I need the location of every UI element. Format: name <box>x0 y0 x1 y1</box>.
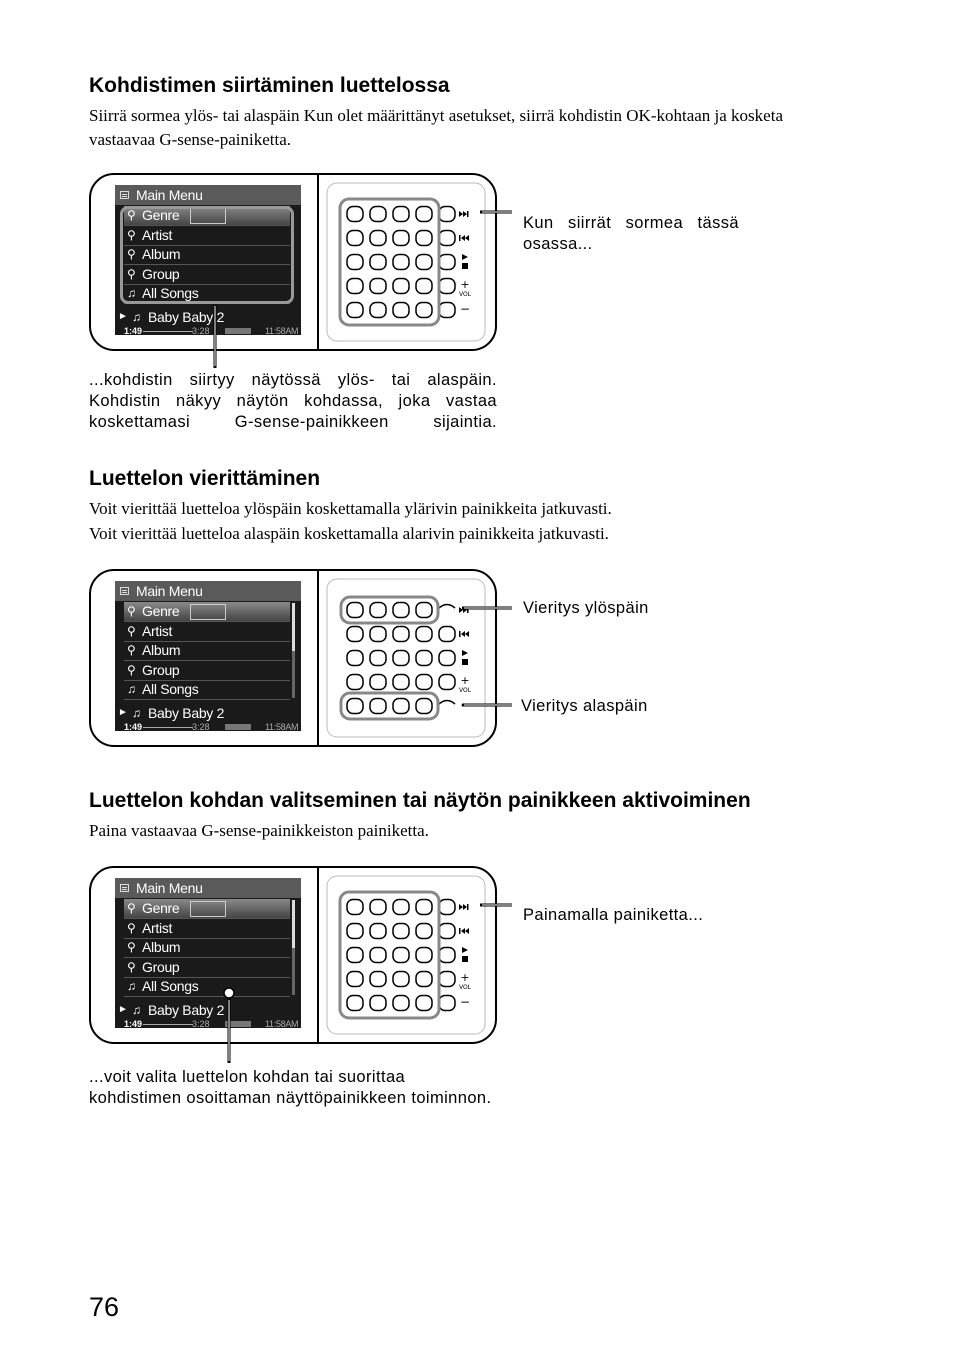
g-sense-button[interactable] <box>393 972 409 987</box>
annotation-line: Kun siirrät sormea tässä <box>523 214 739 232</box>
g-sense-button[interactable] <box>370 972 386 987</box>
annotation-line: Kohdistin näkyy näytön kohdassa, joka vastaa <box>89 392 497 410</box>
device-diagram-1 <box>89 173 497 351</box>
clock: 11:58AM <box>265 722 299 731</box>
g-sense-button[interactable] <box>439 207 455 222</box>
section-3-paragraph: Paina vastaavaa G-sense-painikkeiston painiketta. <box>89 821 429 840</box>
screen-title-bar <box>115 185 301 205</box>
volume-label: VOL <box>458 291 472 298</box>
play-icon: ► <box>118 707 128 718</box>
g-sense-button[interactable] <box>439 627 455 642</box>
g-sense-button[interactable] <box>416 924 432 939</box>
menu-icon <box>120 884 129 892</box>
music-note-icon: ♫ <box>132 310 141 324</box>
search-icon: ⚲ <box>127 604 136 618</box>
g-sense-button[interactable] <box>347 231 363 246</box>
g-sense-button[interactable] <box>370 924 386 939</box>
menu-item-label: All Songs <box>142 285 199 301</box>
device-diagram-3 <box>89 866 497 1044</box>
music-note-icon: ♫ <box>127 682 136 696</box>
scrollbar[interactable] <box>292 900 295 995</box>
player-screen <box>115 185 301 335</box>
g-sense-button[interactable] <box>393 303 409 318</box>
volume-label: VOL <box>458 687 472 694</box>
menu-item-label: Album <box>142 939 181 955</box>
g-sense-button[interactable] <box>393 651 409 666</box>
g-sense-button[interactable] <box>439 231 455 246</box>
menu-item[interactable] <box>124 919 290 939</box>
g-sense-button[interactable] <box>439 675 455 690</box>
screen-title: Main Menu <box>136 583 203 599</box>
now-playing-bar <box>115 1000 301 1020</box>
status-bar <box>115 1020 301 1028</box>
g-sense-button[interactable] <box>393 279 409 294</box>
menu-item-label: Group <box>142 265 180 282</box>
search-icon: ⚲ <box>127 643 136 657</box>
g-sense-button[interactable] <box>370 207 386 222</box>
menu-item[interactable] <box>124 958 290 978</box>
player-screen <box>115 581 301 731</box>
g-sense-button[interactable] <box>439 255 455 270</box>
g-sense-button[interactable] <box>439 996 455 1011</box>
g-sense-button[interactable] <box>393 948 409 963</box>
scrollbar-thumb[interactable] <box>292 603 295 651</box>
search-icon: ⚲ <box>127 901 136 915</box>
annotation-line: ...kohdistin siirtyy näytössä ylös- tai alaspäin. <box>89 371 497 389</box>
now-playing-title: Baby Baby 2 <box>148 1002 225 1018</box>
annotation-line: ...voit valita luettelon kohdan tai suorittaa <box>89 1068 406 1086</box>
annotation-line: kohdistimen osoittaman näyttöpainikkeen toiminnon. <box>89 1089 492 1107</box>
menu-item[interactable] <box>124 977 290 997</box>
g-sense-button[interactable] <box>347 924 363 939</box>
search-icon: ⚲ <box>127 208 136 222</box>
selection-box <box>190 604 226 620</box>
g-sense-button[interactable] <box>347 627 363 642</box>
g-sense-button[interactable] <box>347 603 363 618</box>
music-note-icon: ♫ <box>132 706 141 720</box>
g-sense-button[interactable] <box>347 255 363 270</box>
g-sense-button[interactable] <box>370 603 386 618</box>
g-sense-button[interactable] <box>439 924 455 939</box>
g-sense-button[interactable] <box>416 972 432 987</box>
section-heading-3: Luettelon kohdan valitseminen tai näytön painikkeen aktivoiminen <box>89 789 751 812</box>
now-playing-bar <box>115 307 301 327</box>
music-note-icon: ♫ <box>127 286 136 300</box>
battery-icon <box>225 328 251 334</box>
menu-item-label: Artist <box>142 919 173 936</box>
search-icon: ⚲ <box>127 940 136 954</box>
search-icon: ⚲ <box>127 959 136 974</box>
annotation-finger-move <box>523 213 739 255</box>
annotation-cursor-moves <box>89 370 497 433</box>
now-playing-title: Baby Baby 2 <box>148 705 225 721</box>
elapsed-time: 1:49 <box>124 722 143 731</box>
progress-bar <box>143 727 193 728</box>
g-sense-button[interactable] <box>370 231 386 246</box>
volume-down-label: − <box>459 698 471 712</box>
g-sense-button[interactable] <box>347 651 363 666</box>
screen-cursor-highlight <box>120 206 294 304</box>
elapsed-time: 1:49 <box>124 1019 143 1028</box>
battery-icon <box>225 724 251 730</box>
search-icon: ⚲ <box>127 920 136 935</box>
elapsed-time: 1:49 <box>124 326 143 335</box>
search-icon: ⚲ <box>127 623 136 638</box>
g-sense-button[interactable] <box>416 255 432 270</box>
page-number: 76 <box>89 1292 120 1322</box>
g-sense-button[interactable] <box>347 207 363 222</box>
g-sense-button[interactable] <box>439 651 455 666</box>
g-sense-button[interactable] <box>393 996 409 1011</box>
section-heading-1: Kohdistimen siirtäminen luettelossa <box>89 74 450 97</box>
g-sense-button[interactable] <box>416 231 432 246</box>
volume-up-label: + <box>460 674 470 687</box>
menu-item[interactable] <box>124 641 290 661</box>
status-bar <box>115 723 301 731</box>
player-screen <box>115 878 301 1028</box>
menu-item-label: All Songs <box>142 681 199 697</box>
g-sense-button[interactable] <box>416 699 432 714</box>
selection-box <box>190 901 226 917</box>
screen-title-bar <box>115 878 301 898</box>
g-sense-button[interactable] <box>347 948 363 963</box>
g-sense-button[interactable] <box>416 651 432 666</box>
progress-bar <box>143 331 193 332</box>
status-bar <box>115 327 301 335</box>
menu-item-label: Genre <box>142 900 180 916</box>
menu-item[interactable] <box>124 602 290 622</box>
scrollbar-thumb[interactable] <box>292 900 295 948</box>
volume-label: VOL <box>458 984 472 991</box>
search-icon: ⚲ <box>127 662 136 677</box>
battery-icon <box>225 1021 251 1027</box>
g-sense-button[interactable] <box>439 948 455 963</box>
clock: 11:58AM <box>265 1019 299 1028</box>
menu-item-label: All Songs <box>142 978 199 994</box>
annotation-select-item <box>89 1067 569 1109</box>
screen-title: Main Menu <box>136 187 203 203</box>
menu-icon <box>120 587 129 595</box>
g-sense-button[interactable] <box>416 675 432 690</box>
g-sense-button[interactable] <box>347 303 363 318</box>
g-sense-button[interactable] <box>416 303 432 318</box>
g-sense-button[interactable] <box>370 675 386 690</box>
section-1-paragraph: Siirrä sormea ylös- tai alaspäin Kun olet määrittänyt asetukset, siirrä kohdistin OK-kohtaan ja kosketa vastaavaa G-sense-painiketta. <box>89 106 783 149</box>
volume-down-label: − <box>459 995 471 1009</box>
play-icon: ► <box>118 311 128 322</box>
device-diagram-2 <box>89 569 497 747</box>
annotation-scroll-down: Vieritys alaspäin <box>521 697 648 715</box>
menu-item-label: Genre <box>142 207 180 223</box>
volume-up-label: + <box>460 971 470 984</box>
section-2-paragraph-1: Voit vierittää luetteloa ylöspäin koskettamalla ylärivin painikkeita jatkuvasti. <box>89 499 612 518</box>
g-sense-button[interactable] <box>370 651 386 666</box>
section-heading-2: Luettelon vierittäminen <box>89 467 321 490</box>
play-icon: ► <box>118 1004 128 1015</box>
g-sense-button[interactable] <box>393 207 409 222</box>
total-time: 3:28 <box>192 326 210 335</box>
menu-item-label: Album <box>142 642 181 658</box>
g-sense-button[interactable] <box>393 603 409 618</box>
now-playing-title: Baby Baby 2 <box>148 309 225 325</box>
screen-title: Main Menu <box>136 880 203 896</box>
g-sense-button[interactable] <box>439 279 455 294</box>
g-sense-button[interactable] <box>370 627 386 642</box>
total-time: 3:28 <box>192 722 210 731</box>
screen-title-bar <box>115 581 301 601</box>
menu-item[interactable] <box>124 899 290 919</box>
g-sense-button[interactable] <box>393 924 409 939</box>
volume-up-label: + <box>460 278 470 291</box>
g-sense-button[interactable] <box>393 231 409 246</box>
search-icon: ⚲ <box>127 247 136 261</box>
g-sense-button[interactable] <box>439 303 455 318</box>
total-time: 3:28 <box>192 1019 210 1028</box>
g-sense-button[interactable] <box>393 255 409 270</box>
menu-item-label: Artist <box>142 226 173 243</box>
menu-item[interactable] <box>124 680 290 700</box>
g-sense-button[interactable] <box>439 900 455 915</box>
annotation-scroll-up: Vieritys ylöspäin <box>523 599 649 617</box>
music-note-icon: ♫ <box>132 1003 141 1017</box>
g-sense-button[interactable] <box>370 255 386 270</box>
g-sense-button[interactable] <box>347 675 363 690</box>
g-sense-button[interactable] <box>393 900 409 915</box>
g-sense-button[interactable] <box>393 675 409 690</box>
clock: 11:58AM <box>265 326 299 335</box>
g-sense-button[interactable] <box>347 699 363 714</box>
g-sense-button[interactable] <box>393 627 409 642</box>
search-icon: ⚲ <box>127 227 136 242</box>
g-sense-button[interactable] <box>347 279 363 294</box>
music-note-icon: ♫ <box>127 979 136 993</box>
g-sense-button[interactable] <box>416 948 432 963</box>
volume-down-label: − <box>459 302 471 316</box>
menu-item-label: Artist <box>142 622 173 639</box>
annotation-pressing: Painamalla painiketta... <box>523 906 704 924</box>
g-sense-button[interactable] <box>347 996 363 1011</box>
menu-item[interactable] <box>124 622 290 642</box>
g-sense-button[interactable] <box>416 279 432 294</box>
g-sense-button[interactable] <box>439 972 455 987</box>
g-sense-button[interactable] <box>347 972 363 987</box>
now-playing-bar <box>115 703 301 723</box>
progress-bar <box>143 1024 193 1025</box>
menu-item-label: Album <box>142 246 181 262</box>
g-sense-button[interactable] <box>416 900 432 915</box>
annotation-line: koskettamasi G-sense-painikkeen sijaintia. <box>89 413 497 431</box>
annotation-line: osassa... <box>523 235 593 253</box>
menu-item-label: Genre <box>142 603 180 619</box>
g-sense-button[interactable] <box>370 948 386 963</box>
section-2-paragraph-2: Voit vierittää luetteloa alaspäin koskettamalla alarivin painikkeita jatkuvasti. <box>89 524 609 543</box>
menu-item-label: Group <box>142 661 180 678</box>
search-icon: ⚲ <box>127 266 136 281</box>
menu-item-label: Group <box>142 958 180 975</box>
scrollbar[interactable] <box>292 603 295 698</box>
menu-icon <box>120 191 129 199</box>
menu-item[interactable] <box>124 661 290 681</box>
g-sense-button[interactable] <box>416 603 432 618</box>
g-sense-button[interactable] <box>370 303 386 318</box>
g-sense-button[interactable] <box>416 627 432 642</box>
g-sense-button[interactable] <box>416 207 432 222</box>
g-sense-button[interactable] <box>393 699 409 714</box>
g-sense-button[interactable] <box>416 996 432 1011</box>
menu-item[interactable] <box>124 938 290 958</box>
g-sense-button[interactable] <box>370 699 386 714</box>
g-sense-button[interactable] <box>370 996 386 1011</box>
g-sense-button[interactable] <box>347 900 363 915</box>
g-sense-button[interactable] <box>370 900 386 915</box>
g-sense-button[interactable] <box>370 279 386 294</box>
